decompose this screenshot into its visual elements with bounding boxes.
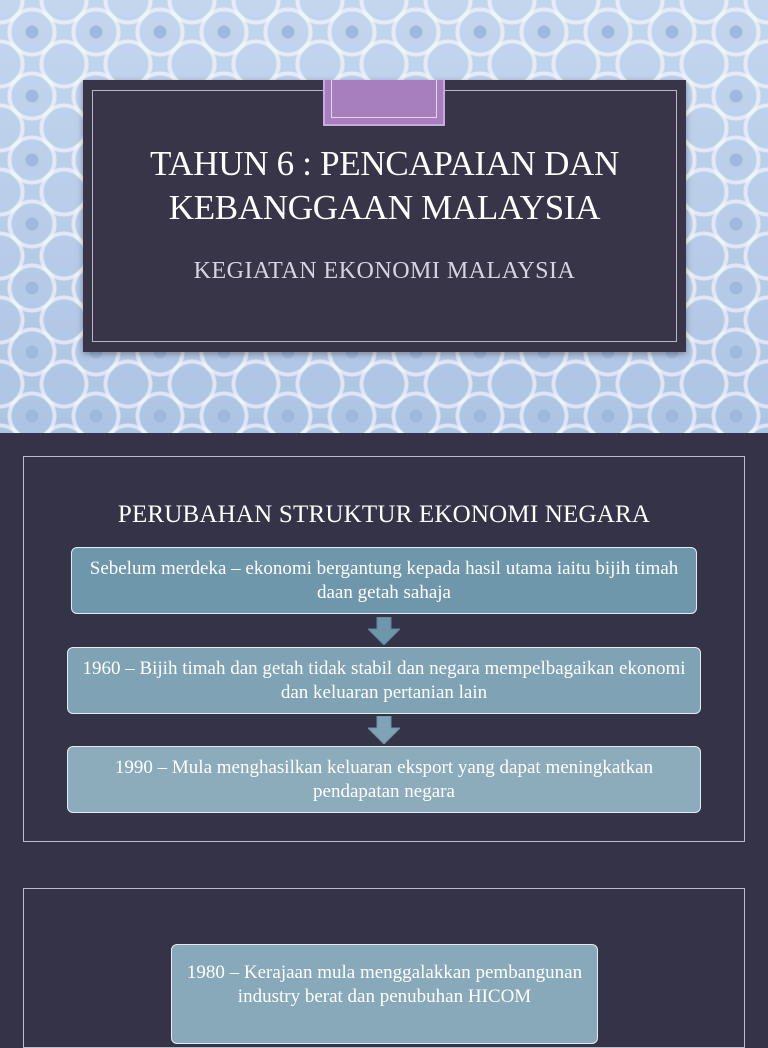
flow-step-pre-independence: Sebelum merdeka – ekonomi bergantung kepada hasil utama iaitu bijih timah daan getah sahaja bbox=[71, 547, 697, 614]
slide-heading: PERUBAHAN STRUKTUR EKONOMI NEGARA bbox=[117, 501, 651, 528]
slide-subtitle: KEGIATAN EKONOMI MALAYSIA bbox=[193, 258, 576, 284]
accent-tab bbox=[323, 80, 445, 126]
flow-step-1980: 1980 – Kerajaan mula menggalakkan pembangunan industry berat dan penubuhan HICOM bbox=[171, 944, 598, 1044]
slide-title: TAHUN 6 : PENCAPAIAN DAN KEBANGGAAN MALAYSIA bbox=[149, 144, 619, 227]
flow-step-1960: 1960 – Bijih timah dan getah tidak stabil dan negara mempelbagaikan ekonomi dan keluaran pertanian lain bbox=[67, 647, 701, 714]
down-arrow-icon bbox=[368, 716, 400, 744]
flow-step-1990: 1990 – Mula menghasilkan keluaran eksport yang dapat meningkatkan pendapatan negara bbox=[67, 746, 701, 813]
title-slide bbox=[0, 0, 768, 433]
down-arrow-icon bbox=[368, 617, 400, 645]
title-panel bbox=[83, 80, 686, 352]
accent-tab-border bbox=[331, 80, 437, 118]
